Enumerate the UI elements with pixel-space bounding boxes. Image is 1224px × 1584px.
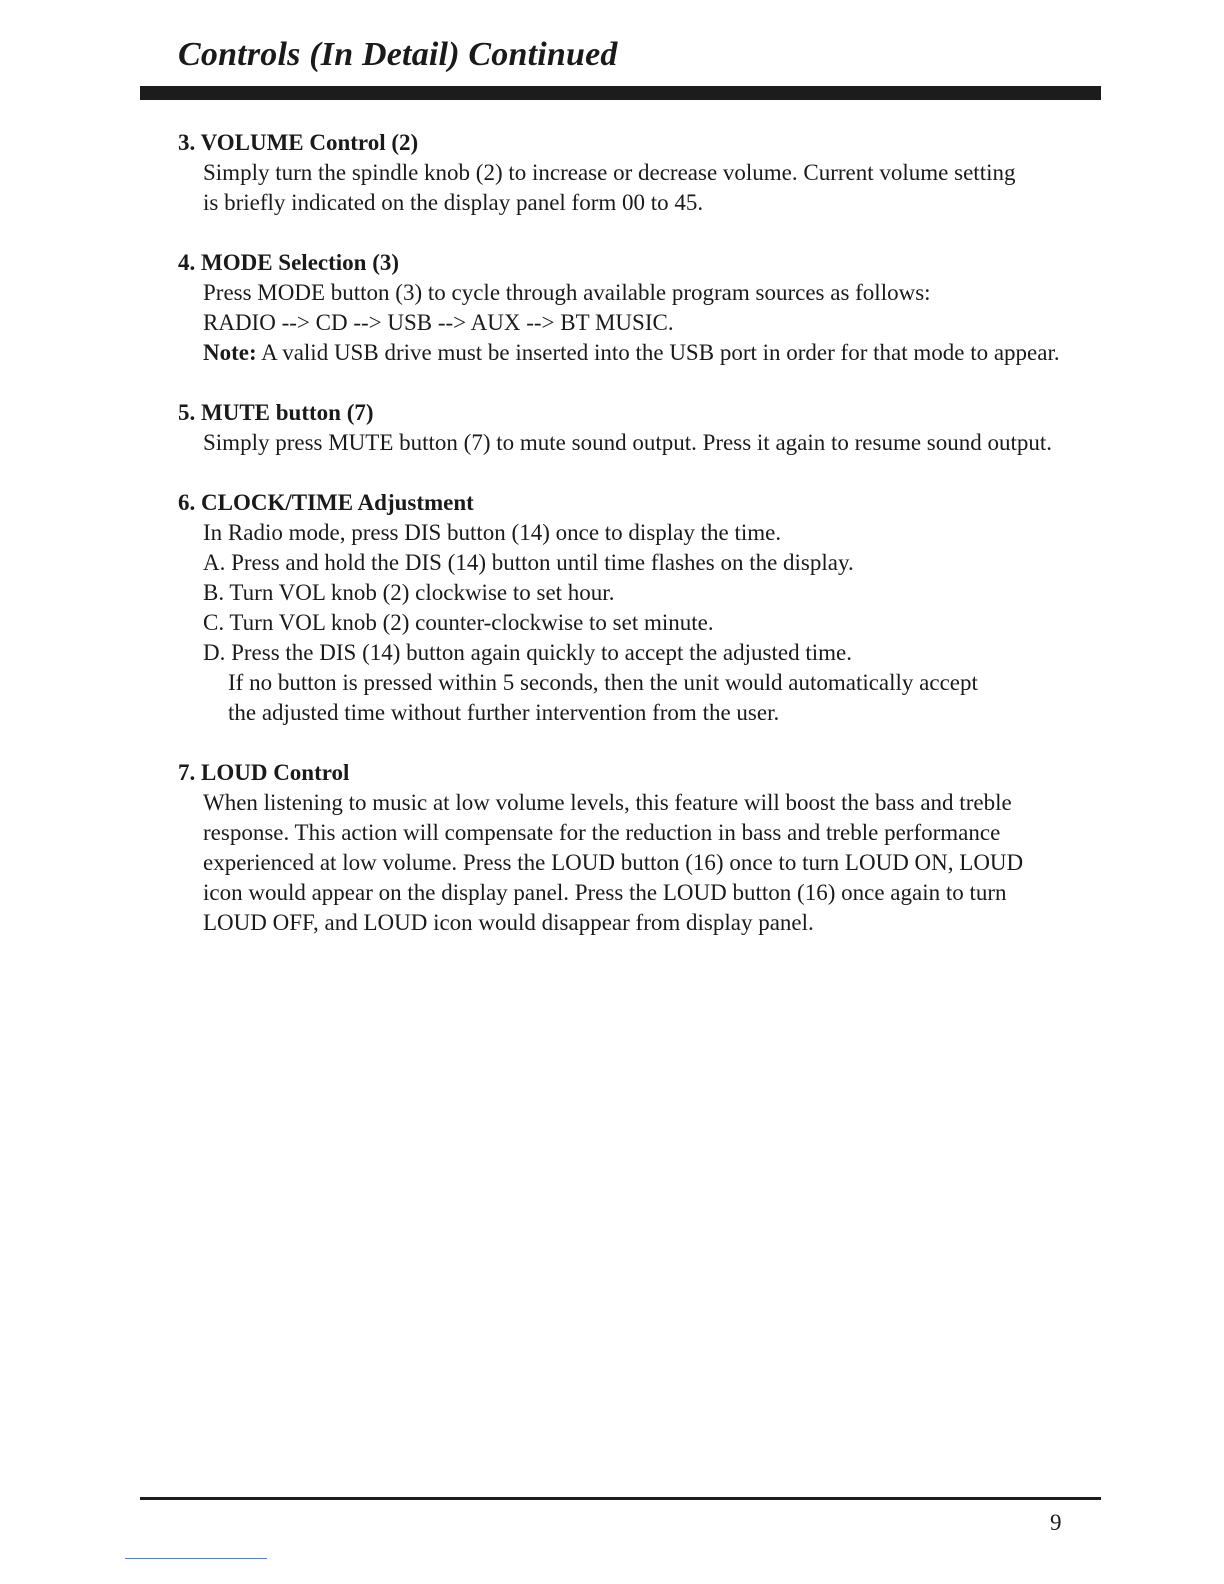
section-body xyxy=(178,518,1128,728)
section-title: 7. LOUD Control xyxy=(178,760,350,785)
scan-artifact-line xyxy=(125,1558,267,1559)
section-loud-control xyxy=(178,758,1128,938)
header-rule xyxy=(140,86,1101,100)
body-line: response. This action will compensate for the reduction in bass and treble performance xyxy=(203,820,1001,845)
body-line: experienced at low volume. Press the LOUD button (16) once to turn LOUD ON, LOUD xyxy=(203,850,1024,875)
section-volume-control xyxy=(178,128,1128,218)
indented-line: If no button is pressed within 5 seconds, then the unit would automatically accept xyxy=(228,670,978,695)
body-line: LOUD OFF, and LOUD icon would disappear from display panel. xyxy=(203,910,814,935)
section-title: 4. MODE Selection (3) xyxy=(178,250,400,275)
section-body xyxy=(178,788,1128,938)
body-line: icon would appear on the display panel. Press the LOUD button (16) once again to turn xyxy=(203,880,1007,905)
body-line: is briefly indicated on the display panel form 00 to 45. xyxy=(203,190,704,215)
section-mute-button xyxy=(178,398,1128,458)
page-title: Controls (In Detail) Continued xyxy=(178,36,618,73)
section-title: 5. MUTE button (7) xyxy=(178,400,374,425)
section-title: 6. CLOCK/TIME Adjustment xyxy=(178,490,474,515)
body-line: When listening to music at low volume levels, this feature will boost the bass and treble xyxy=(203,790,1012,815)
body-line: Simply turn the spindle knob (2) to increase or decrease volume. Current volume setting xyxy=(203,160,1016,185)
section-clock-time-adjustment xyxy=(178,488,1128,728)
step-line: B. Turn VOL knob (2) clockwise to set hour. xyxy=(203,580,615,605)
section-mode-selection xyxy=(178,248,1128,368)
section-body xyxy=(178,158,1128,218)
body-line: RADIO --> CD --> USB --> AUX --> BT MUSIC. xyxy=(203,310,674,335)
body-line: Press MODE button (3) to cycle through available program sources as follows: xyxy=(203,280,931,305)
step-line: D. Press the DIS (14) button again quickly to accept the adjusted time. xyxy=(203,640,852,665)
page-number: 9 xyxy=(1050,1510,1062,1535)
note-line xyxy=(203,338,1128,368)
section-body xyxy=(178,428,1128,458)
footer-rule xyxy=(140,1497,1101,1500)
indented-line: the adjusted time without further intervention from the user. xyxy=(228,700,780,725)
step-line: A. Press and hold the DIS (14) button until time flashes on the display. xyxy=(203,550,854,575)
main-content xyxy=(178,128,1128,968)
note-label: Note: xyxy=(203,340,257,365)
body-line: Simply press MUTE button (7) to mute sound output. Press it again to resume sound output. xyxy=(203,430,1053,455)
body-line: In Radio mode, press DIS button (14) once to display the time. xyxy=(203,520,782,545)
step-line: C. Turn VOL knob (2) counter-clockwise to set minute. xyxy=(203,610,714,635)
section-body xyxy=(178,278,1128,368)
note-text: A valid USB drive must be inserted into the USB port in order for that mode to appear. xyxy=(256,340,1060,365)
section-title: 3. VOLUME Control (2) xyxy=(178,130,419,155)
